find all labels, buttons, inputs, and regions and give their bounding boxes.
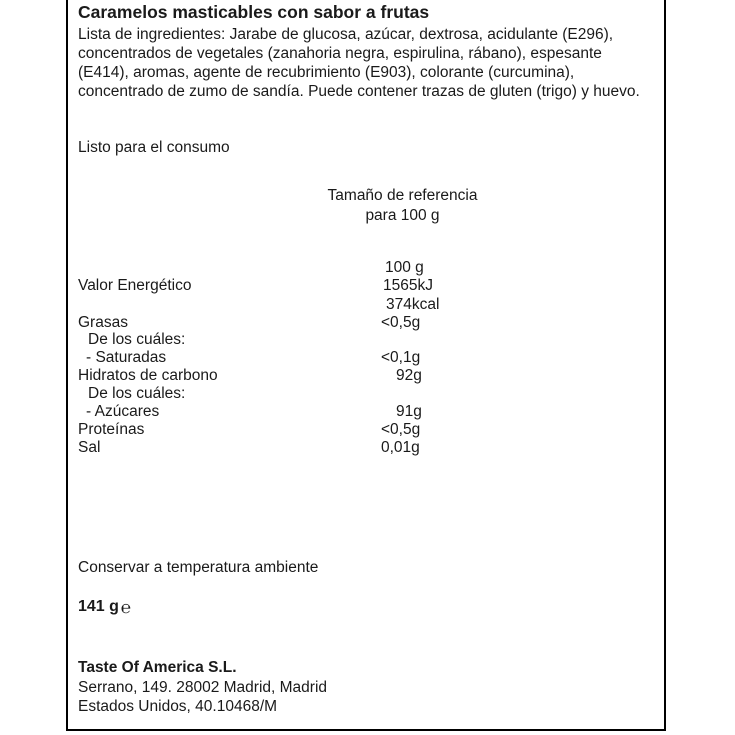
- company-name: Taste Of America S.L.: [78, 659, 237, 676]
- net-weight: [78, 598, 131, 616]
- nutrient-value: 0,01g: [381, 439, 420, 456]
- ingredients-line: concentrado de zumo de sandía. Puede contener trazas de gluten (trigo) y huevo.: [78, 83, 640, 100]
- nutrient-label: Valor Energético: [78, 277, 192, 294]
- usage-note: Listo para el consumo: [78, 139, 230, 156]
- product-title: Caramelos masticables con sabor a frutas: [78, 2, 430, 22]
- ingredients-list: [78, 25, 658, 101]
- nutrient-label: Sal: [78, 439, 101, 456]
- ingredients-line: Lista de ingredientes: Jarabe de glucosa, azúcar, dextrosa, acidulante (E296),: [78, 26, 614, 43]
- nutrient-value: <0,5g: [381, 421, 421, 438]
- nutrient-value: <0,1g: [381, 349, 421, 366]
- nutrient-label: De los cuáles:: [88, 385, 186, 402]
- nutrient-label: Proteínas: [78, 421, 145, 438]
- storage-instructions: Conservar a temperatura ambiente: [78, 559, 319, 576]
- nutrient-value: 374kcal: [386, 296, 440, 313]
- nutrient-value: 1565kJ: [383, 277, 433, 294]
- company-address-line: Serrano, 149. 28002 Madrid, Madrid: [78, 679, 328, 696]
- company-address-line: Estados Unidos, 40.10468/M: [78, 698, 278, 715]
- ingredients-line: concentrados de vegetales (zanahoria negra, espirulina, rábano), espesante: [78, 45, 602, 62]
- ingredients-line: (E414), aromas, agente de recubrimiento (E903), colorante (curcumina),: [78, 64, 575, 81]
- net-weight-value: 141 g: [78, 598, 119, 615]
- nutrient-label: De los cuáles:: [88, 331, 186, 348]
- nutrient-label: Grasas: [78, 314, 128, 331]
- nutrient-value: <0,5g: [381, 314, 421, 331]
- reference-size-label: Tamaño de referencia: [327, 187, 478, 204]
- nutrition-column-header: 100 g: [385, 259, 424, 276]
- nutrient-label: Hidratos de carbono: [78, 367, 218, 384]
- nutrient-value: 92g: [396, 367, 422, 384]
- nutrient-value: 91g: [396, 403, 422, 420]
- reference-size-sub: para 100 g: [365, 207, 440, 224]
- nutrient-label: - Azúcares: [86, 403, 160, 420]
- estimated-sign-icon: ℮: [120, 597, 132, 617]
- nutrient-label: - Saturadas: [86, 349, 167, 366]
